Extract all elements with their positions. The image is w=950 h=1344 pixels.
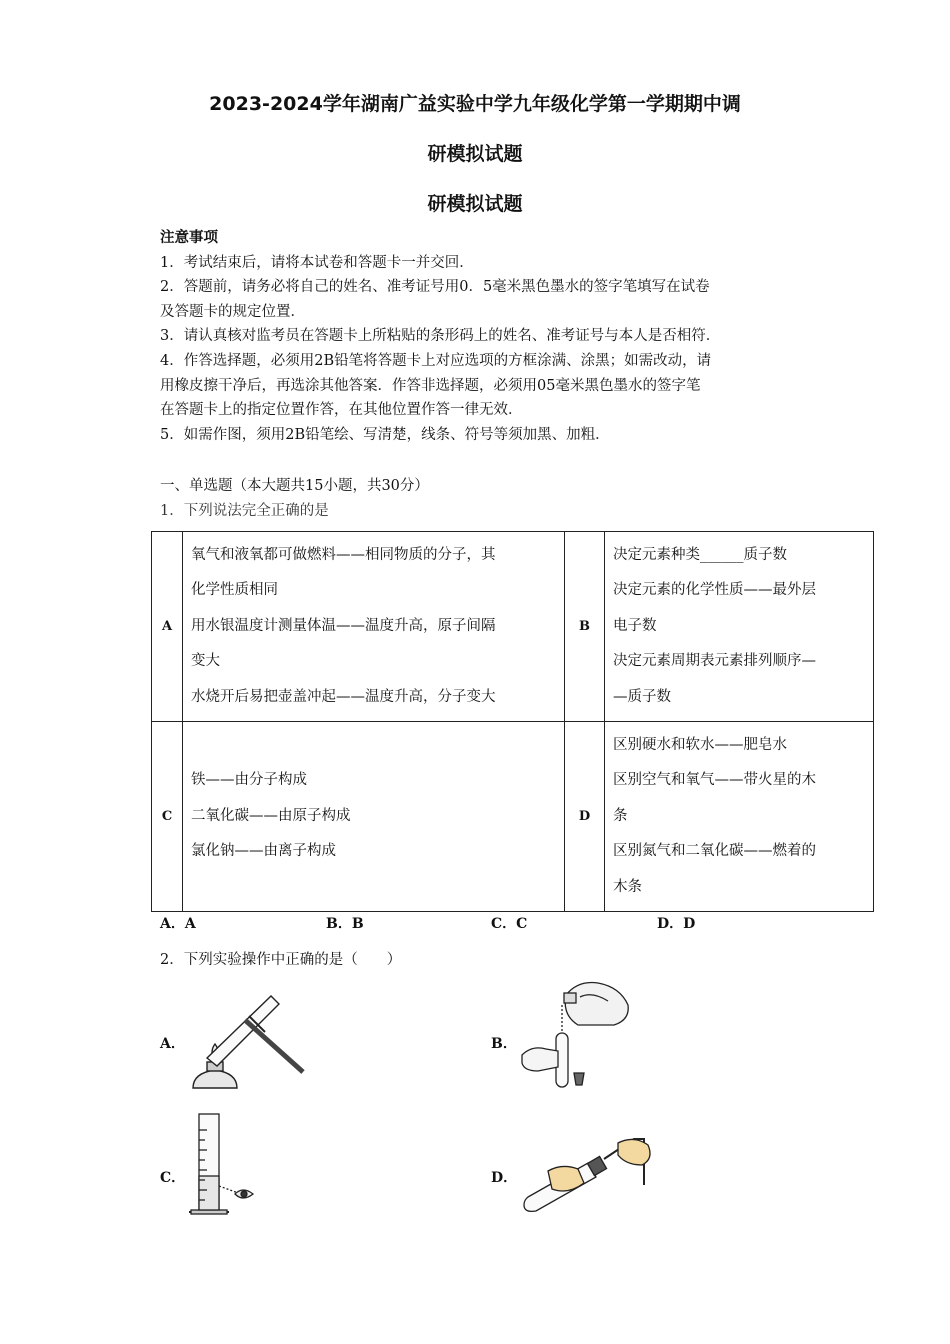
option-line: 用水银温度计测量体温——温度升高，原子间隔: [191, 617, 496, 634]
option-line: 条: [613, 807, 628, 824]
section-heading: 一、单选题（本大题共15小题，共30分）: [160, 478, 429, 494]
option-label-d: D: [565, 722, 605, 912]
exam-title-line1: 2023-2024学年湖南广益实验中学九年级化学第一学期期中调: [209, 93, 741, 115]
notes-item: 2．答题前，请务必将自己的姓名、准考证号用0．5毫米黑色墨水的签字笔填写在试卷: [160, 279, 710, 296]
option-label-c: C: [152, 722, 183, 912]
question-1-table: [151, 531, 874, 912]
option-line: 区别硬水和软水——肥皂水: [613, 736, 787, 753]
option-line: 木条: [613, 878, 642, 895]
notes-item: 及答题卡的规定位置．: [160, 303, 305, 320]
option-line: 铁——由分子构成: [191, 772, 307, 789]
option-line: 区别空气和氧气——带火星的木: [613, 772, 816, 789]
option-line: 变大: [191, 653, 220, 670]
option-line: 电子数: [613, 617, 657, 634]
option-line: —质子数: [613, 688, 671, 705]
table-row: [152, 722, 874, 912]
option-line: 氧气和液氧都可做燃料——相同物质的分子，其: [191, 546, 496, 563]
option-line: 决定元素种类______质子数: [613, 546, 787, 563]
notes-heading: 注意事项: [160, 229, 218, 246]
airtightness-check-illustration: [518, 1125, 663, 1220]
option-c-content: [183, 722, 565, 912]
q1-choice-c[interactable]: C．C: [491, 916, 528, 932]
exam-title-line2: 研模拟试题: [427, 143, 523, 165]
option-b-content: [605, 532, 874, 722]
option-line: 决定元素周期表元素排列顺序—: [613, 653, 816, 670]
table-row: [152, 532, 874, 722]
exam-title-line3: 研模拟试题: [427, 193, 523, 215]
option-line: 二氧化碳——由原子构成: [191, 807, 351, 824]
option-d-content: [605, 722, 874, 912]
option-a-content: [183, 532, 565, 722]
option-line: 氯化钠——由离子构成: [191, 843, 336, 860]
heating-test-tube-illustration: [185, 988, 310, 1098]
q2-option-b-label[interactable]: B．: [491, 1036, 517, 1052]
notes-item: 5．如需作图，须用2B铅笔绘、写清楚，线条、符号等须加黑、加粗．: [160, 426, 610, 443]
option-line: 水烧开后易把壶盖冲起——温度升高，分子变大: [191, 688, 496, 705]
notes-item: 4．作答选择题，必须用2B铅笔将答题卡上对应选项的方框涂满、涂黑；如需改动，请: [160, 352, 712, 369]
q1-choice-a[interactable]: A．A: [160, 916, 196, 932]
measuring-cylinder-illustration: [185, 1110, 265, 1220]
option-label-b: B: [565, 532, 605, 722]
q2-option-d-label[interactable]: D．: [491, 1170, 518, 1186]
notes-item: 用橡皮擦干净后，再选涂其他答案．作答非选择题，必须用05毫米黑色墨水的签字笔: [160, 377, 701, 394]
notes-item: 在答题卡上的指定位置作答，在其他位置作答一律无效．: [160, 402, 523, 419]
q2-option-c-label[interactable]: C．: [160, 1170, 186, 1186]
q2-option-a-label[interactable]: A．: [160, 1036, 185, 1052]
pouring-liquid-illustration: [518, 975, 643, 1095]
option-line: 化学性质相同: [191, 582, 278, 599]
notes-item: 3．请认真核对监考员在答题卡上所粘贴的条形码上的姓名、准考证号与本人是否相符．: [160, 328, 721, 345]
q1-choice-b[interactable]: B．B: [326, 916, 364, 932]
q1-choice-d[interactable]: D．D: [657, 916, 696, 932]
question-2-stem: 2．下列实验操作中正确的是（ ）: [160, 952, 402, 968]
option-line: 区别氮气和二氧化碳——燃着的: [613, 843, 816, 860]
notes-block: [160, 226, 810, 447]
question-1-stem: 1．下列说法完全正确的是: [160, 503, 329, 519]
option-line: 决定元素的化学性质——最外层: [613, 582, 816, 599]
notes-item: 1．考试结束后，请将本试卷和答题卡一并交回．: [160, 254, 474, 271]
option-label-a: A: [152, 532, 183, 722]
